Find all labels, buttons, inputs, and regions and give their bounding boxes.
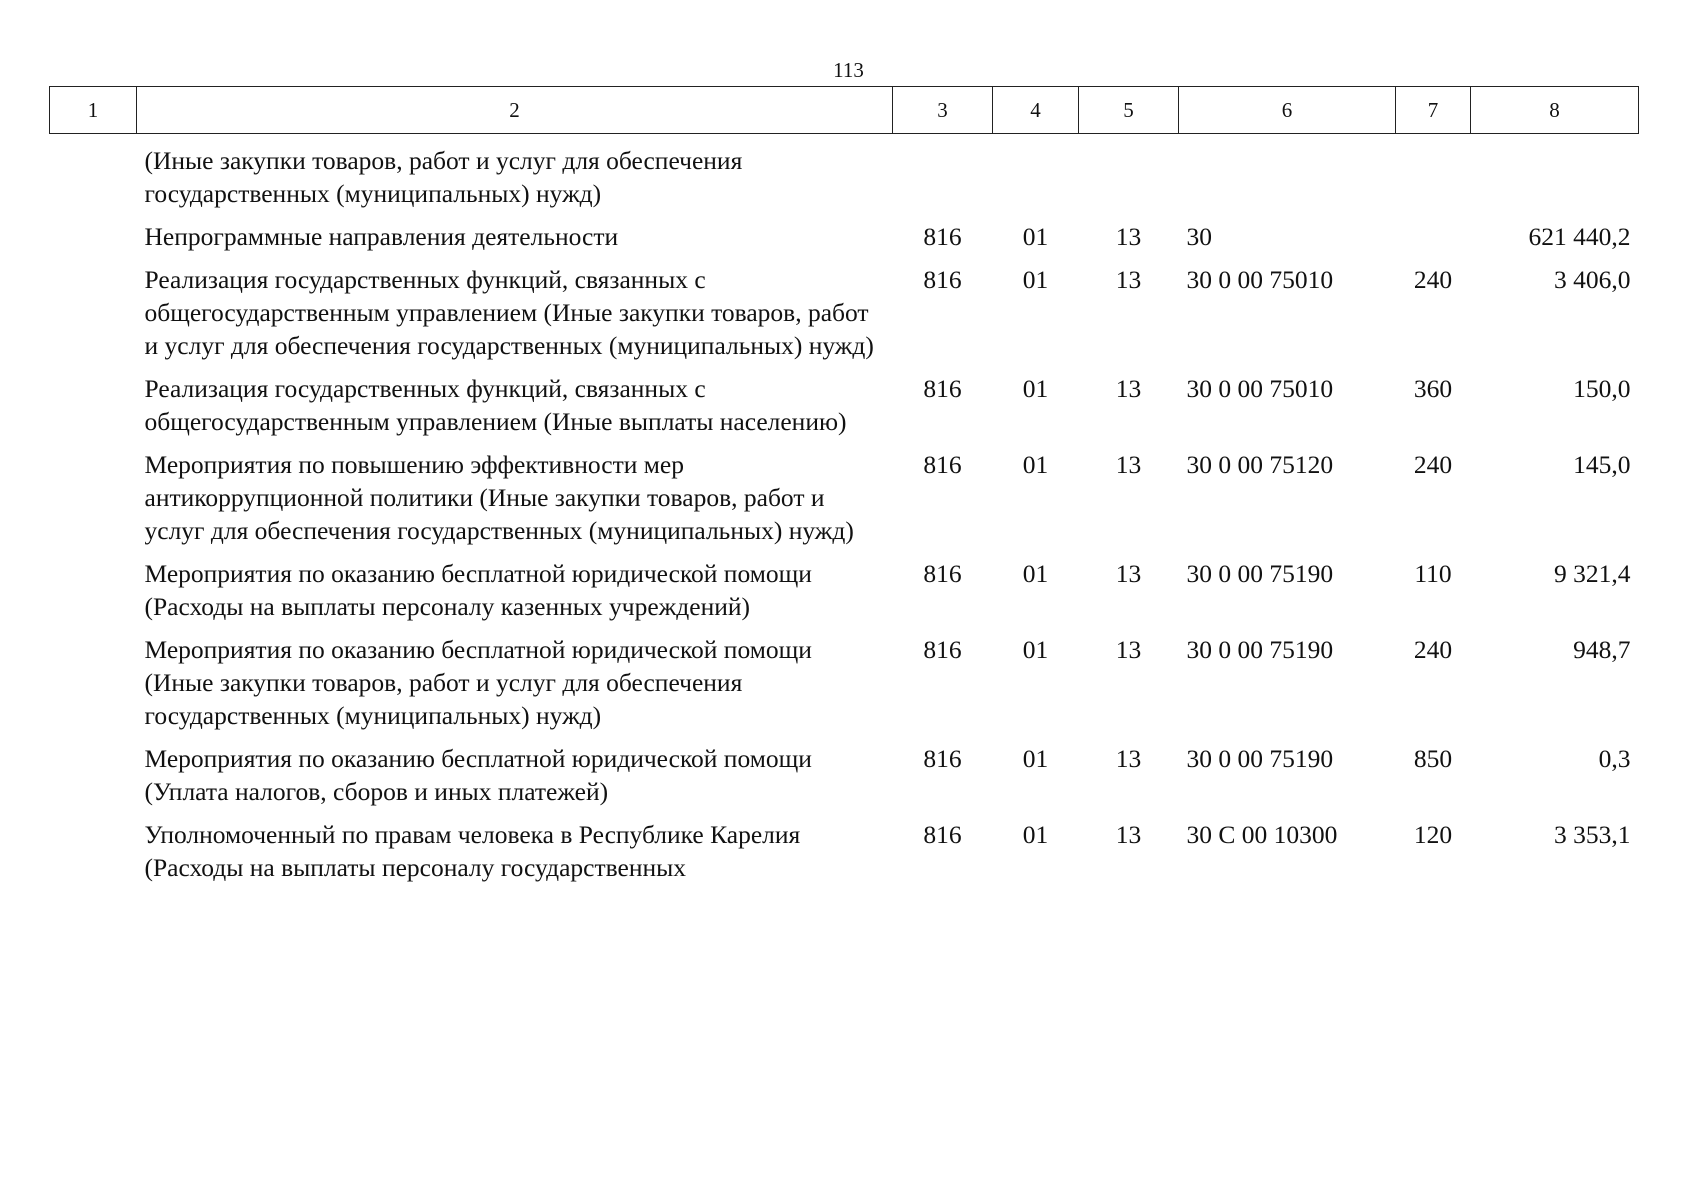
cell-ministry: 816: [923, 450, 962, 479]
cell-col1: [50, 633, 137, 742]
cell-col1: [50, 220, 137, 263]
cell-col1: [50, 263, 137, 372]
table-row: [50, 372, 1639, 448]
cell-ministry: 816: [923, 559, 962, 588]
cell-col1: [50, 742, 137, 818]
cell-expense-type: 240: [1413, 635, 1453, 664]
header-col-6: 6: [1179, 87, 1396, 134]
cell-name: Непрограммные направления деятельности: [144, 222, 619, 251]
cell-amount: 9 321,4: [1554, 559, 1631, 588]
cell-ministry: 816: [923, 820, 962, 849]
cell-amount: 3 406,0: [1554, 265, 1631, 294]
header-col-1: 1: [50, 87, 137, 134]
header-col-8: 8: [1471, 87, 1639, 134]
cell-section: 01: [1022, 222, 1049, 251]
cell-ministry: [893, 134, 993, 221]
cell-target-article: [1179, 134, 1396, 221]
cell-name: Мероприятия по оказанию бесплатной юридической помощи (Иные закупки товаров, работ и услуг для обеспечения государственных (муниципальных) нужд): [144, 635, 812, 730]
cell-subsection: 13: [1115, 450, 1142, 479]
cell-amount: 145,0: [1573, 450, 1631, 479]
cell-section: [993, 134, 1079, 221]
header-col-3: 3: [893, 87, 993, 134]
cell-expense-type: 240: [1413, 265, 1453, 294]
table-row: [50, 742, 1639, 818]
cell-name: (Иные закупки товаров, работ и услуг для обеспечения государственных (муниципальных) нужд): [144, 146, 743, 208]
cell-name: Мероприятия по оказанию бесплатной юридической помощи (Расходы на выплаты персоналу казенных учреждений): [144, 559, 812, 621]
table-row: [50, 818, 1639, 894]
cell-subsection: 13: [1115, 374, 1142, 403]
header-col-4: 4: [993, 87, 1079, 134]
table-row: [50, 134, 1639, 221]
cell-ministry: 816: [923, 265, 962, 294]
cell-amount: 150,0: [1573, 374, 1631, 403]
cell-subsection: [1079, 134, 1179, 221]
cell-subsection: 13: [1115, 635, 1142, 664]
cell-name: Реализация государственных функций, связанных с общегосударственным управлением (Иные закупки товаров, работ и услуг для обеспечения государственных (муниципальных) нужд): [144, 265, 874, 360]
cell-target-article: 30 0 00 75010: [1186, 374, 1334, 403]
cell-name: Мероприятия по оказанию бесплатной юридической помощи (Уплата налогов, сборов и иных платежей): [144, 744, 812, 806]
cell-col1: [50, 818, 137, 894]
cell-amount: 0,3: [1598, 744, 1631, 773]
cell-target-article: 30 0 00 75120: [1186, 450, 1334, 479]
cell-section: 01: [1022, 635, 1049, 664]
cell-expense-type: [1396, 134, 1471, 221]
cell-expense-type: 110: [1414, 559, 1452, 588]
cell-target-article: 30 С 00 10300: [1186, 820, 1338, 849]
cell-target-article: 30 0 00 75190: [1186, 744, 1334, 773]
table-row: [50, 448, 1639, 557]
cell-col1: [50, 557, 137, 633]
table-row: [50, 557, 1639, 633]
header-row: [50, 87, 1639, 134]
cell-amount: 948,7: [1573, 635, 1631, 664]
cell-target-article: 30 0 00 75190: [1186, 635, 1334, 664]
cell-ministry: 816: [923, 744, 962, 773]
header-col-2: 2: [137, 87, 893, 134]
cell-section: 01: [1022, 744, 1049, 773]
cell-expense-type: [1396, 220, 1471, 263]
cell-expense-type: 240: [1413, 450, 1453, 479]
cell-subsection: 13: [1115, 559, 1142, 588]
cell-target-article: 30: [1186, 222, 1212, 251]
cell-ministry: 816: [923, 635, 962, 664]
cell-subsection: 13: [1115, 744, 1142, 773]
cell-section: 01: [1022, 450, 1049, 479]
cell-section: 01: [1022, 559, 1049, 588]
cell-name: Уполномоченный по правам человека в Республике Карелия (Расходы на выплаты персоналу государственных: [144, 820, 801, 882]
cell-expense-type: 120: [1413, 820, 1453, 849]
cell-target-article: 30 0 00 75190: [1186, 559, 1334, 588]
cell-col1: [50, 372, 137, 448]
cell-amount: [1471, 134, 1639, 221]
cell-name: Реализация государственных функций, связанных с общегосударственным управлением (Иные выплаты населению): [144, 374, 847, 436]
cell-section: 01: [1022, 820, 1049, 849]
header-col-5: 5: [1079, 87, 1179, 134]
cell-ministry: 816: [923, 374, 962, 403]
cell-col1: [50, 448, 137, 557]
table-row: [50, 263, 1639, 372]
cell-name: Мероприятия по повышению эффективности мер антикоррупционной политики (Иные закупки товаров, работ и услуг для обеспечения государственных (муниципальных) нужд): [144, 450, 854, 545]
cell-ministry: 816: [923, 222, 962, 251]
cell-subsection: 13: [1115, 222, 1142, 251]
cell-subsection: 13: [1115, 820, 1142, 849]
page-number: 113: [833, 58, 864, 82]
cell-amount: 621 440,2: [1528, 222, 1631, 251]
budget-table: [49, 86, 1639, 894]
cell-target-article: 30 0 00 75010: [1186, 265, 1334, 294]
cell-expense-type: 850: [1413, 744, 1453, 773]
table-row: [50, 220, 1639, 263]
table-row: [50, 633, 1639, 742]
cell-section: 01: [1022, 374, 1049, 403]
cell-section: 01: [1022, 265, 1049, 294]
cell-expense-type: 360: [1413, 374, 1453, 403]
header-col-7: 7: [1396, 87, 1471, 134]
cell-amount: 3 353,1: [1554, 820, 1631, 849]
cell-subsection: 13: [1115, 265, 1142, 294]
cell-col1: [50, 134, 137, 221]
